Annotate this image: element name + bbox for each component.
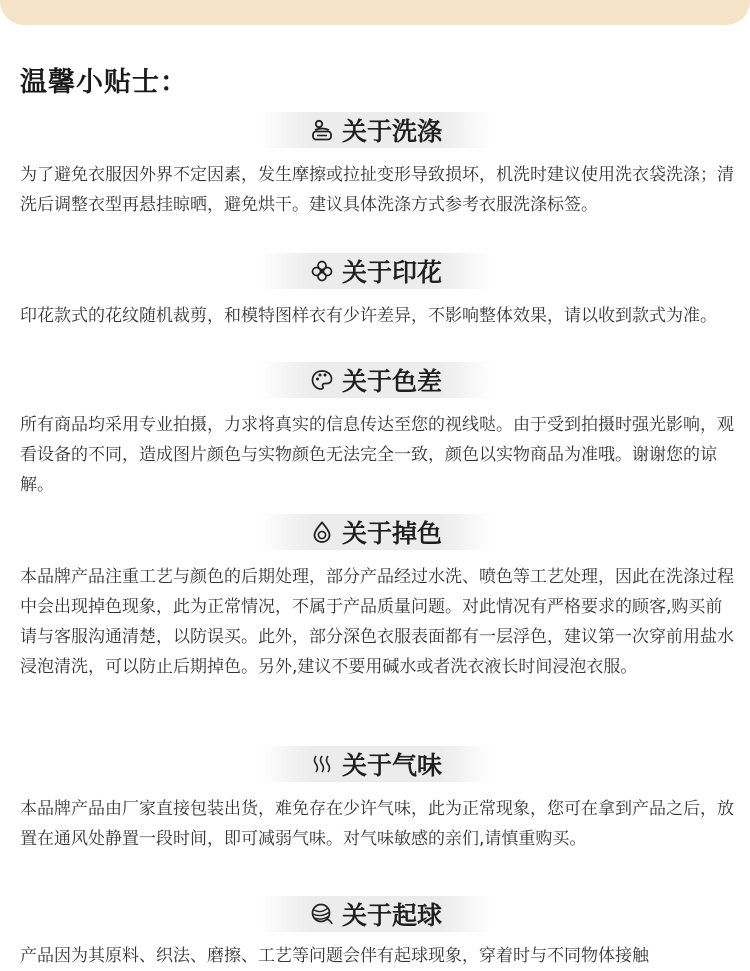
page-title: 温馨小贴士： (20, 67, 188, 98)
section-heading-odor (260, 746, 492, 782)
section-heading-washing (260, 112, 492, 148)
section-heading-label: 关于印花 (341, 258, 442, 287)
section-heading-label: 关于掉色 (341, 519, 442, 548)
top-banner (0, 0, 750, 25)
section-heading-label: 关于色差 (341, 367, 442, 396)
flower-print-icon (310, 259, 334, 283)
section-text-fading: 本品牌产品注重工艺与颜色的后期处理，部分产品经过水洗、喷色等工艺处理，因此在洗涤过程中会出现掉色现象，此为正常情况，不属于产品质量问题。对此情况有严格要求的顾客,购买前请与客服沟通清楚，以防误买。此外，部分深色衣服表面都有一层浮色，建议第一次穿前用盐水浸泡清洗，可以防止后期掉色。另外,建议不要用碱水或者洗衣液长时间浸泡衣服。 (20, 567, 734, 677)
section-heading-label: 关于起球 (341, 901, 442, 930)
section-heading-pilling (260, 896, 492, 932)
section-text-print: 印花款式的花纹随机裁剪，和模特图样衣有少许差异，不影响整体效果，请以收到款式为准。 (20, 306, 717, 326)
section-heading-color-difference (260, 362, 492, 398)
section-heading-label: 关于气味 (341, 751, 442, 780)
section-text-color-difference: 所有商品均采用专业拍摄，力求将真实的信息传达至您的视线哒。由于受到拍摄时强光影响，观看设备的不同，造成图片颜色与实物颜色无法完全一致，颜色以实物商品为准哦。谢谢您的谅解。 (20, 415, 734, 495)
section-text-odor: 本品牌产品由厂家直接包装出货，难免存在少许气味，此为正常现象，您可在拿到产品之后，放置在通风处静置一段时间，即可减弱气味。对气味敏感的亲们,请慎重购买。 (20, 799, 734, 849)
washing-icon (310, 118, 334, 142)
yarn-ball-icon (310, 902, 334, 926)
section-text-pilling: 产品因为其原料、织法、磨擦、工艺等问题会伴有起球现象，穿着时与不同物体接触 (20, 946, 649, 966)
odor-waves-icon (310, 752, 334, 776)
section-heading-label: 关于洗涤 (341, 117, 442, 146)
section-heading-fading (260, 514, 492, 550)
section-heading-print (260, 253, 492, 289)
section-text-washing: 为了避免衣服因外界不定因素，发生摩擦或拉扯变形导致损坏，机洗时建议使用洗衣袋洗涤；清洗后调整衣型再悬挂晾晒，避免烘干。建议具体洗涤方式参考衣服洗涤标签。 (20, 165, 734, 215)
palette-icon (310, 368, 334, 392)
color-drop-icon (310, 520, 334, 544)
